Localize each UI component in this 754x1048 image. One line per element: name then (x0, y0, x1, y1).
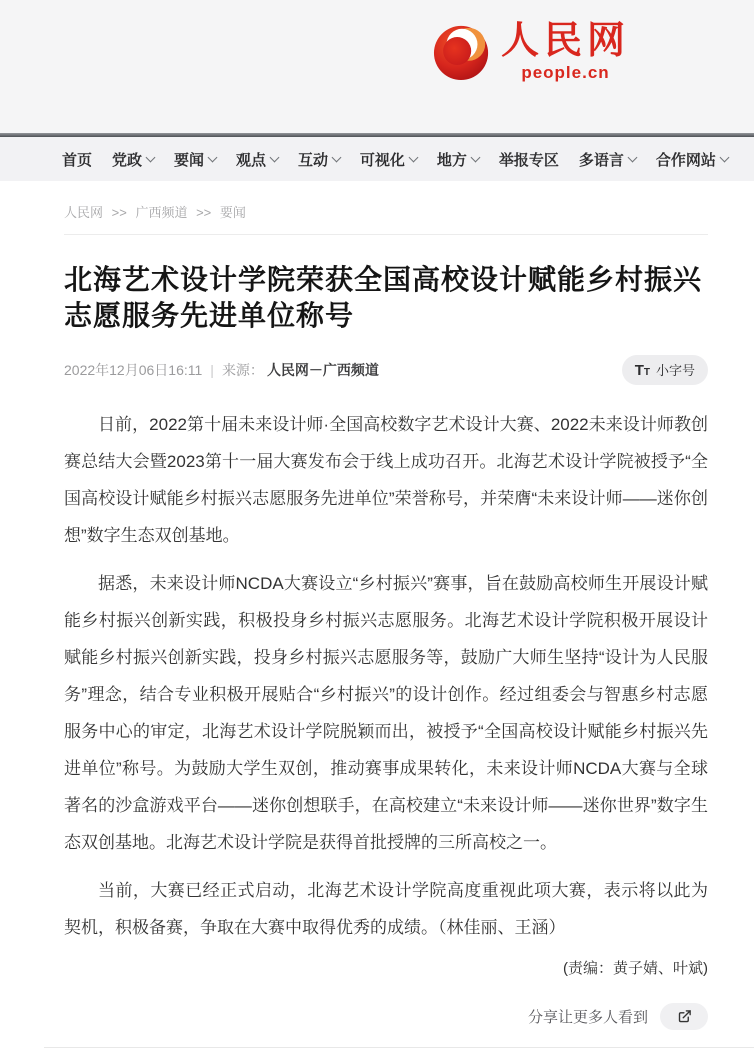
breadcrumb-divider (64, 234, 708, 235)
article-source[interactable]: 人民网－广西频道 (266, 362, 379, 378)
nav-item-partner-sites[interactable]: 合作网站 (656, 149, 728, 170)
share-row (64, 1003, 708, 1030)
article-container (64, 202, 708, 1048)
people-cn-logo-icon (433, 21, 491, 83)
breadcrumb-separator: >> (196, 205, 212, 220)
external-link-icon (677, 1009, 692, 1024)
font-size-big-t: T (634, 362, 644, 379)
chevron-down-icon (270, 153, 280, 163)
chevron-down-icon (627, 153, 637, 163)
font-size-small-t: T (643, 367, 650, 378)
main-nav (0, 137, 754, 181)
chevron-down-icon (332, 153, 342, 163)
share-button[interactable] (660, 1003, 708, 1030)
breadcrumb-link-news[interactable]: 要闻 (219, 205, 246, 220)
nav-item-party[interactable]: 党政 (112, 149, 154, 170)
chevron-down-icon (146, 153, 156, 163)
editor-credit: (责编：黄子婧、叶斌) (563, 960, 708, 977)
nav-item-multilingual[interactable]: 多语言 (579, 149, 636, 170)
article-body (64, 406, 708, 946)
chevron-down-icon (719, 153, 729, 163)
source-label: 来源： (221, 362, 264, 378)
chevron-down-icon (470, 153, 480, 163)
nav-item-interact[interactable]: 互动 (298, 149, 340, 170)
nav-item-report-zone[interactable]: 举报专区 (498, 151, 559, 169)
article-paragraph: 日前，2022第十届未来设计师·全国高校数字艺术设计大赛、2022未来设计师教创赛总结大会暨2023第十一届大赛发布会于线上成功召开。北海艺术设计学院被授予“全国高校设计赋能乡村振兴志愿服务先进单位”荣誉称号，并荣膺“未来设计师——迷你创想”数字生态双创基地。 (64, 415, 708, 545)
article-date: 2022年12月06日16:11 (64, 362, 203, 378)
nav-item-opinion[interactable]: 观点 (236, 149, 278, 170)
nav-item-local[interactable]: 地方 (437, 149, 479, 170)
article-paragraph: 当前，大赛已经正式启动，北海艺术设计学院高度重视此项大赛，表示将以此为契机，积极备赛，争取在大赛中取得优秀的成绩。（林佳丽、王涵） (64, 881, 708, 937)
logo-text-en: people.cn (521, 63, 610, 82)
breadcrumb-link-guangxi-channel[interactable]: 广西频道 (135, 205, 188, 220)
nav-item-visualization[interactable]: 可视化 (360, 149, 417, 170)
breadcrumb-separator: >> (111, 205, 127, 220)
chevron-down-icon (408, 153, 418, 163)
nav-item-home[interactable]: 首页 (62, 151, 93, 169)
share-label: 分享让更多人看到 (527, 1009, 648, 1026)
logo-text-cn: 人民网 (500, 20, 630, 62)
article-paragraph: 据悉，未来设计师NCDA大赛设立“乡村振兴”赛事，旨在鼓励高校师生开展设计赋能乡村振兴创新实践，积极投身乡村振兴志愿服务。北海艺术设计学院积极开展设计赋能乡村振兴创新实践，投身乡村振兴志愿服务等，鼓励广大师生坚持“设计为人民服务”理念，结合专业积极开展贴合“乡村振兴”的设计创作。经过组委会与智惠乡村志愿服务中心的审定，北海艺术设计学院脱颖而出，被授予“全国高校设计赋能乡村振兴先进单位”称号。为鼓励大学生双创，推动赛事成果转化，未来设计师NCDA大赛与全球著名的沙盒游戏平台——迷你创想联手，在高校建立“未来设计师——迷你世界”数字生态双创基地。北海艺术设计学院是获得首批授牌的三所高校之一。 (64, 574, 708, 852)
site-header (0, 0, 754, 133)
chevron-down-icon (208, 153, 218, 163)
breadcrumb (64, 202, 708, 221)
font-size-label: 小字号 (655, 363, 695, 378)
nav-item-news[interactable]: 要闻 (174, 149, 216, 170)
breadcrumb-link-peoplecn[interactable]: 人民网 (64, 205, 104, 220)
people-cn-logo[interactable] (433, 20, 630, 83)
article-title: 北海艺术设计学院荣获全国高校设计赋能乡村振兴志愿服务先进单位称号 (64, 264, 703, 331)
article-meta (64, 355, 708, 385)
meta-separator: | (210, 362, 214, 378)
font-size-control[interactable] (622, 355, 708, 385)
